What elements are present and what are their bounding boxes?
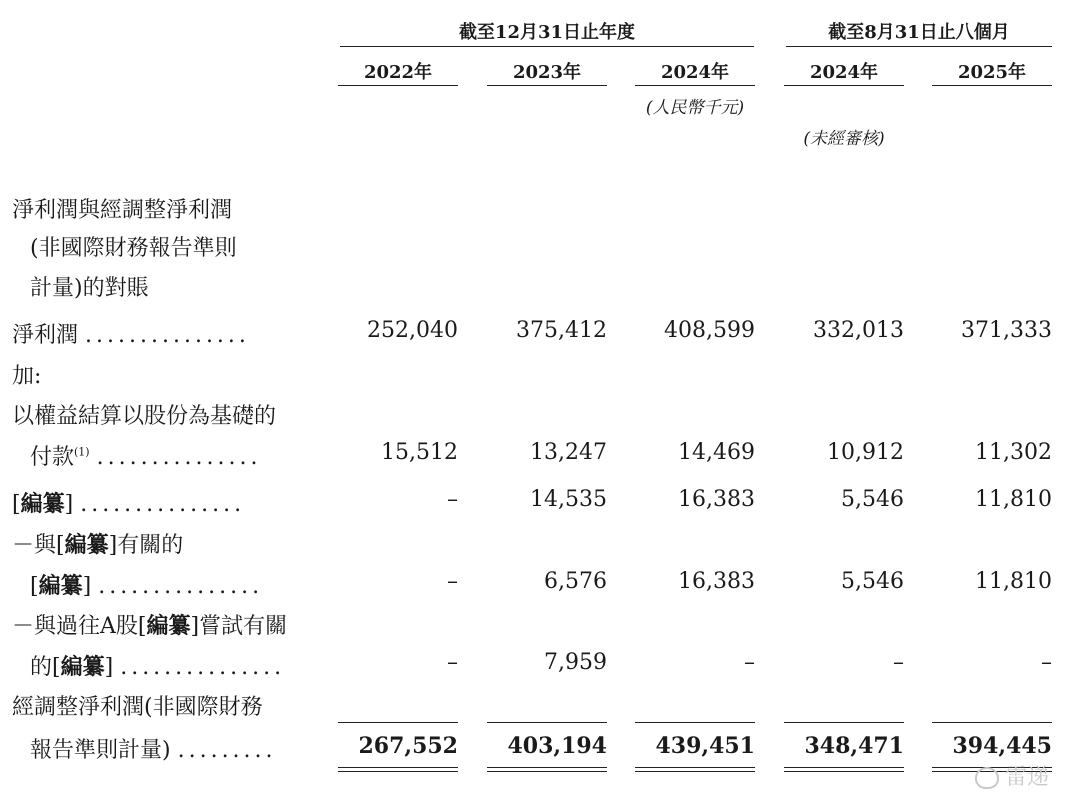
label-text: ] bbox=[104, 655, 114, 680]
section-title-line3: 計量)的對賬 bbox=[30, 276, 149, 301]
value-cell: – bbox=[447, 569, 458, 594]
label-text: 報告準則計量) bbox=[30, 738, 171, 763]
label-text: 淨利潤 bbox=[12, 323, 79, 348]
leader-dots: ............... bbox=[80, 492, 246, 517]
label-text: 的[ bbox=[30, 655, 61, 680]
value-cell: – bbox=[1041, 650, 1052, 675]
redacted-word: 編纂 bbox=[64, 532, 109, 558]
row-label-redacted bbox=[12, 487, 245, 518]
unit-rmb-thousands: (人民幣千元) bbox=[645, 98, 745, 118]
value-cell: 14,469 bbox=[678, 440, 755, 465]
row-label-sbc-line2 bbox=[30, 440, 262, 471]
subtotal-rule bbox=[338, 722, 458, 723]
row-label-related-redacted-line1 bbox=[12, 528, 183, 559]
total-value-cell: 348,471 bbox=[804, 733, 904, 759]
redacted-word: 編纂 bbox=[146, 613, 191, 639]
bracket-open: [ bbox=[12, 492, 21, 517]
year-header-2024: 2024年 bbox=[660, 62, 730, 83]
total-value-cell: 403,194 bbox=[507, 733, 607, 759]
row-label-a-share-line1 bbox=[12, 609, 287, 640]
value-cell: 5,546 bbox=[841, 569, 904, 594]
year-header-2023: 2023年 bbox=[512, 62, 582, 83]
total-double-rule bbox=[784, 767, 904, 772]
total-double-rule bbox=[635, 767, 755, 772]
row-label-a-share-line2 bbox=[30, 650, 285, 681]
unit-unaudited: (未經審核) bbox=[803, 129, 885, 149]
value-cell: 7,959 bbox=[544, 650, 607, 675]
value-cell: 408,599 bbox=[664, 318, 755, 343]
row-label-related-redacted-line2 bbox=[30, 569, 263, 600]
total-value-cell: 394,445 bbox=[952, 733, 1052, 759]
value-cell: 16,383 bbox=[678, 569, 755, 594]
footnote-marker: (1) bbox=[74, 445, 90, 459]
total-double-rule bbox=[338, 767, 458, 772]
total-value-cell: 439,451 bbox=[655, 733, 755, 759]
label-text: －與過往A股[ bbox=[12, 614, 147, 639]
year-underline bbox=[338, 85, 458, 86]
value-cell: 10,912 bbox=[827, 440, 904, 465]
value-cell: 332,013 bbox=[813, 318, 904, 343]
value-cell: 11,302 bbox=[975, 440, 1052, 465]
watermark-text: 雷递 bbox=[1005, 765, 1050, 790]
year-underline bbox=[932, 85, 1052, 86]
leader-dots: ............... bbox=[96, 445, 262, 470]
year-underline bbox=[487, 85, 607, 86]
year-header-2022: 2022年 bbox=[363, 62, 433, 83]
subtotal-rule bbox=[784, 722, 904, 723]
watermark bbox=[975, 760, 1049, 791]
value-cell: 15,512 bbox=[381, 440, 458, 465]
redacted-word: 編纂 bbox=[20, 491, 65, 517]
row-label-sbc-line1: 以權益結算以股份為基礎的 bbox=[12, 404, 277, 429]
value-cell: 5,546 bbox=[841, 487, 904, 512]
label-text: ]嘗試有關 bbox=[190, 614, 288, 639]
label-text: ]有關的 bbox=[108, 533, 184, 558]
row-label-net-profit bbox=[12, 318, 250, 349]
value-cell: 13,247 bbox=[530, 440, 607, 465]
year-underline bbox=[635, 85, 755, 86]
group-header-rule bbox=[786, 46, 1052, 47]
year-underline bbox=[784, 85, 904, 86]
value-cell: – bbox=[893, 650, 904, 675]
leader-dots: ............... bbox=[85, 323, 250, 348]
label-text: 付款 bbox=[30, 445, 75, 470]
value-cell: 6,576 bbox=[544, 569, 607, 594]
value-cell: – bbox=[744, 650, 755, 675]
group-header-eight-months: 截至8月31日止八個月 bbox=[828, 22, 1010, 43]
row-label-adjusted-line2 bbox=[30, 733, 277, 764]
group-header-fiscal-year: 截至12月31日止年度 bbox=[458, 22, 636, 43]
redacted-word: 編纂 bbox=[38, 573, 83, 599]
subtotal-rule bbox=[932, 722, 1052, 723]
row-label-adjusted-line1: 經調整淨利潤(非國際財務 bbox=[12, 695, 263, 720]
subtotal-rule bbox=[487, 722, 607, 723]
leader-dots: ............... bbox=[120, 655, 286, 680]
value-cell: – bbox=[447, 650, 458, 675]
value-cell: 252,040 bbox=[367, 318, 458, 343]
weibo-icon bbox=[975, 767, 999, 789]
bracket-open: [ bbox=[30, 574, 39, 599]
leader-dots: ......... bbox=[177, 738, 277, 763]
value-cell: 371,333 bbox=[961, 318, 1052, 343]
leader-dots: ............... bbox=[98, 574, 264, 599]
value-cell: – bbox=[447, 487, 458, 512]
subtotal-rule bbox=[635, 722, 755, 723]
value-cell: 16,383 bbox=[678, 487, 755, 512]
total-double-rule bbox=[487, 767, 607, 772]
value-cell: 375,412 bbox=[516, 318, 607, 343]
year-header-2024-8m: 2024年 bbox=[809, 62, 879, 83]
value-cell: 11,810 bbox=[975, 487, 1052, 512]
bracket-close: ] bbox=[82, 574, 92, 599]
year-header-2025-8m: 2025年 bbox=[957, 62, 1027, 83]
label-text: －與[ bbox=[12, 533, 65, 558]
redacted-word: 編纂 bbox=[60, 654, 105, 680]
section-title-line2: (非國際財務報告準則 bbox=[30, 236, 237, 261]
bracket-close: ] bbox=[64, 492, 74, 517]
group-header-rule bbox=[340, 46, 754, 47]
value-cell: 14,535 bbox=[530, 487, 607, 512]
row-label-add: 加: bbox=[12, 364, 42, 389]
value-cell: 11,810 bbox=[975, 569, 1052, 594]
total-value-cell: 267,552 bbox=[358, 733, 458, 759]
section-title-line1: 淨利潤與經調整淨利潤 bbox=[12, 198, 233, 223]
